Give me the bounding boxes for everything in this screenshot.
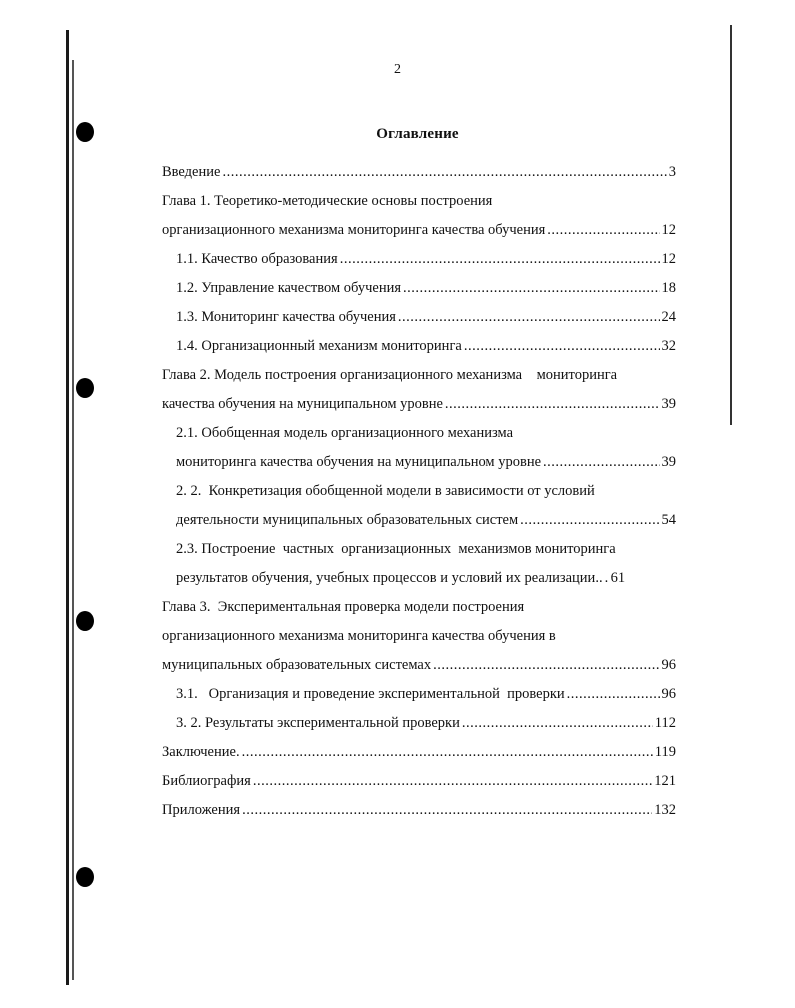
dot-leader <box>543 448 659 477</box>
toc-entry-intro[interactable] <box>162 158 676 187</box>
toc-entry-page: 132 <box>654 802 676 818</box>
toc-entry-page: 12 <box>661 222 676 238</box>
dot-leader <box>242 738 653 767</box>
toc-entry-title: Глава 3. Экспериментальная проверка модели построения <box>162 599 525 615</box>
toc-entry-page: 54 <box>661 512 676 528</box>
dot-leader <box>547 216 659 245</box>
dot-leader <box>445 390 660 419</box>
punch-hole-3 <box>76 611 94 631</box>
toc-entry-title: организационного механизма мониторинга качества обучения в <box>162 628 556 644</box>
dot-leader <box>464 332 660 361</box>
dot-leader <box>462 709 653 738</box>
toc-entry-title: Приложения <box>162 802 241 818</box>
toc-chapter-3-heading[interactable] <box>162 593 676 622</box>
toc-section-2-1-heading[interactable] <box>162 419 676 448</box>
toc-chapter-1[interactable] <box>162 216 676 245</box>
toc-entry-appendices[interactable] <box>162 796 676 825</box>
toc-entry-page: 112 <box>654 715 676 731</box>
toc-chapter-2-heading[interactable] <box>162 361 676 390</box>
dot-leader <box>433 651 659 680</box>
toc-entry-title: деятельности муниципальных образовательных систем <box>176 512 519 528</box>
toc-entry-page: 3 <box>668 164 676 180</box>
toc-entry-page: 12 <box>661 251 676 267</box>
table-of-contents <box>162 158 676 825</box>
toc-entry-page: 39 <box>661 454 676 470</box>
toc-entry-title: Библиография <box>162 773 251 789</box>
dot-leader <box>222 158 666 187</box>
punch-hole-2 <box>76 378 94 398</box>
toc-entry-title: 2. 2. Конкретизация обобщенной модели в зависимости от условий <box>176 483 595 499</box>
toc-section-2-3[interactable] <box>162 564 676 593</box>
toc-entry-title: Введение <box>162 164 221 180</box>
toc-section-1-1[interactable] <box>162 245 676 274</box>
toc-entry-title: 1.3. Мониторинг качества обучения <box>176 309 396 325</box>
toc-section-3-2[interactable] <box>162 709 676 738</box>
toc-entry-page: 96 <box>661 686 676 702</box>
punch-hole-4 <box>76 867 94 887</box>
dot-leader <box>403 274 659 303</box>
toc-entry-page: 24 <box>661 309 676 325</box>
scan-binding-edge <box>66 30 69 985</box>
toc-entry-title: качества обучения на муниципальном уровне <box>162 396 443 412</box>
toc-section-2-1[interactable] <box>162 448 676 477</box>
toc-chapter-2[interactable] <box>162 390 676 419</box>
toc-section-2-3-heading[interactable] <box>162 535 676 564</box>
toc-entry-bibliography[interactable] <box>162 767 676 796</box>
toc-entry-page: 119 <box>654 744 676 760</box>
dot-leader <box>520 506 659 535</box>
toc-entry-title: мониторинга качества обучения на муниципальном уровне <box>176 454 542 470</box>
toc-chapter-1-heading[interactable] <box>162 187 676 216</box>
toc-title: Оглавление <box>376 126 459 142</box>
toc-entry-title: 2.3. Построение частных организационных механизмов мониторинга <box>176 541 616 557</box>
toc-entry-title: Заключение. <box>162 744 240 760</box>
toc-entry-title: 1.4. Организационный механизм мониторинга <box>176 338 462 354</box>
toc-chapter-3[interactable] <box>162 651 676 680</box>
toc-entry-page: 39 <box>661 396 676 412</box>
toc-entry-title: 2.1. Обобщенная модель организационного механизма <box>176 425 514 441</box>
toc-section-1-4[interactable] <box>162 332 676 361</box>
toc-section-3-1[interactable] <box>162 680 676 709</box>
dot-leader <box>253 767 652 796</box>
toc-entry-title: муниципальных образовательных системах <box>162 657 432 673</box>
toc-section-1-3[interactable] <box>162 303 676 332</box>
scan-right-edge <box>730 25 732 425</box>
dot-leader <box>605 564 609 593</box>
toc-section-2-2-heading[interactable] <box>162 477 676 506</box>
toc-entry-page: 18 <box>661 280 676 296</box>
dot-leader <box>340 245 660 274</box>
toc-entry-title: результатов обучения, учебных процессов и условий их реализации.. <box>176 570 603 586</box>
toc-entry-title: 1.1. Качество образования <box>176 251 338 267</box>
toc-entry-title: Глава 1. Теоретико-методические основы построения <box>162 193 493 209</box>
toc-entry-title: Глава 2. Модель построения организационного механизма мониторинга <box>162 367 618 383</box>
scan-binding-shadow <box>72 60 74 980</box>
toc-entry-page: 96 <box>661 657 676 673</box>
toc-entry-page: 121 <box>654 773 676 789</box>
toc-section-2-2[interactable] <box>162 506 676 535</box>
dot-leader <box>242 796 652 825</box>
page-number: 2 <box>394 62 401 77</box>
toc-chapter-3-heading-cont[interactable] <box>162 622 676 651</box>
dot-leader <box>398 303 660 332</box>
toc-entry-conclusion[interactable] <box>162 738 676 767</box>
toc-entry-page: 32 <box>661 338 676 354</box>
toc-entry-title: 3. 2. Результаты экспериментальной проверки <box>176 715 460 731</box>
toc-entry-title: 1.2. Управление качеством обучения <box>176 280 402 296</box>
toc-entry-title: организационного механизма мониторинга качества обучения <box>162 222 546 238</box>
dot-leader <box>567 680 660 709</box>
toc-section-1-2[interactable] <box>162 274 676 303</box>
toc-entry-page: 61 <box>610 570 626 586</box>
toc-entry-title: 3.1. Организация и проведение экспериментальной проверки <box>176 686 565 702</box>
